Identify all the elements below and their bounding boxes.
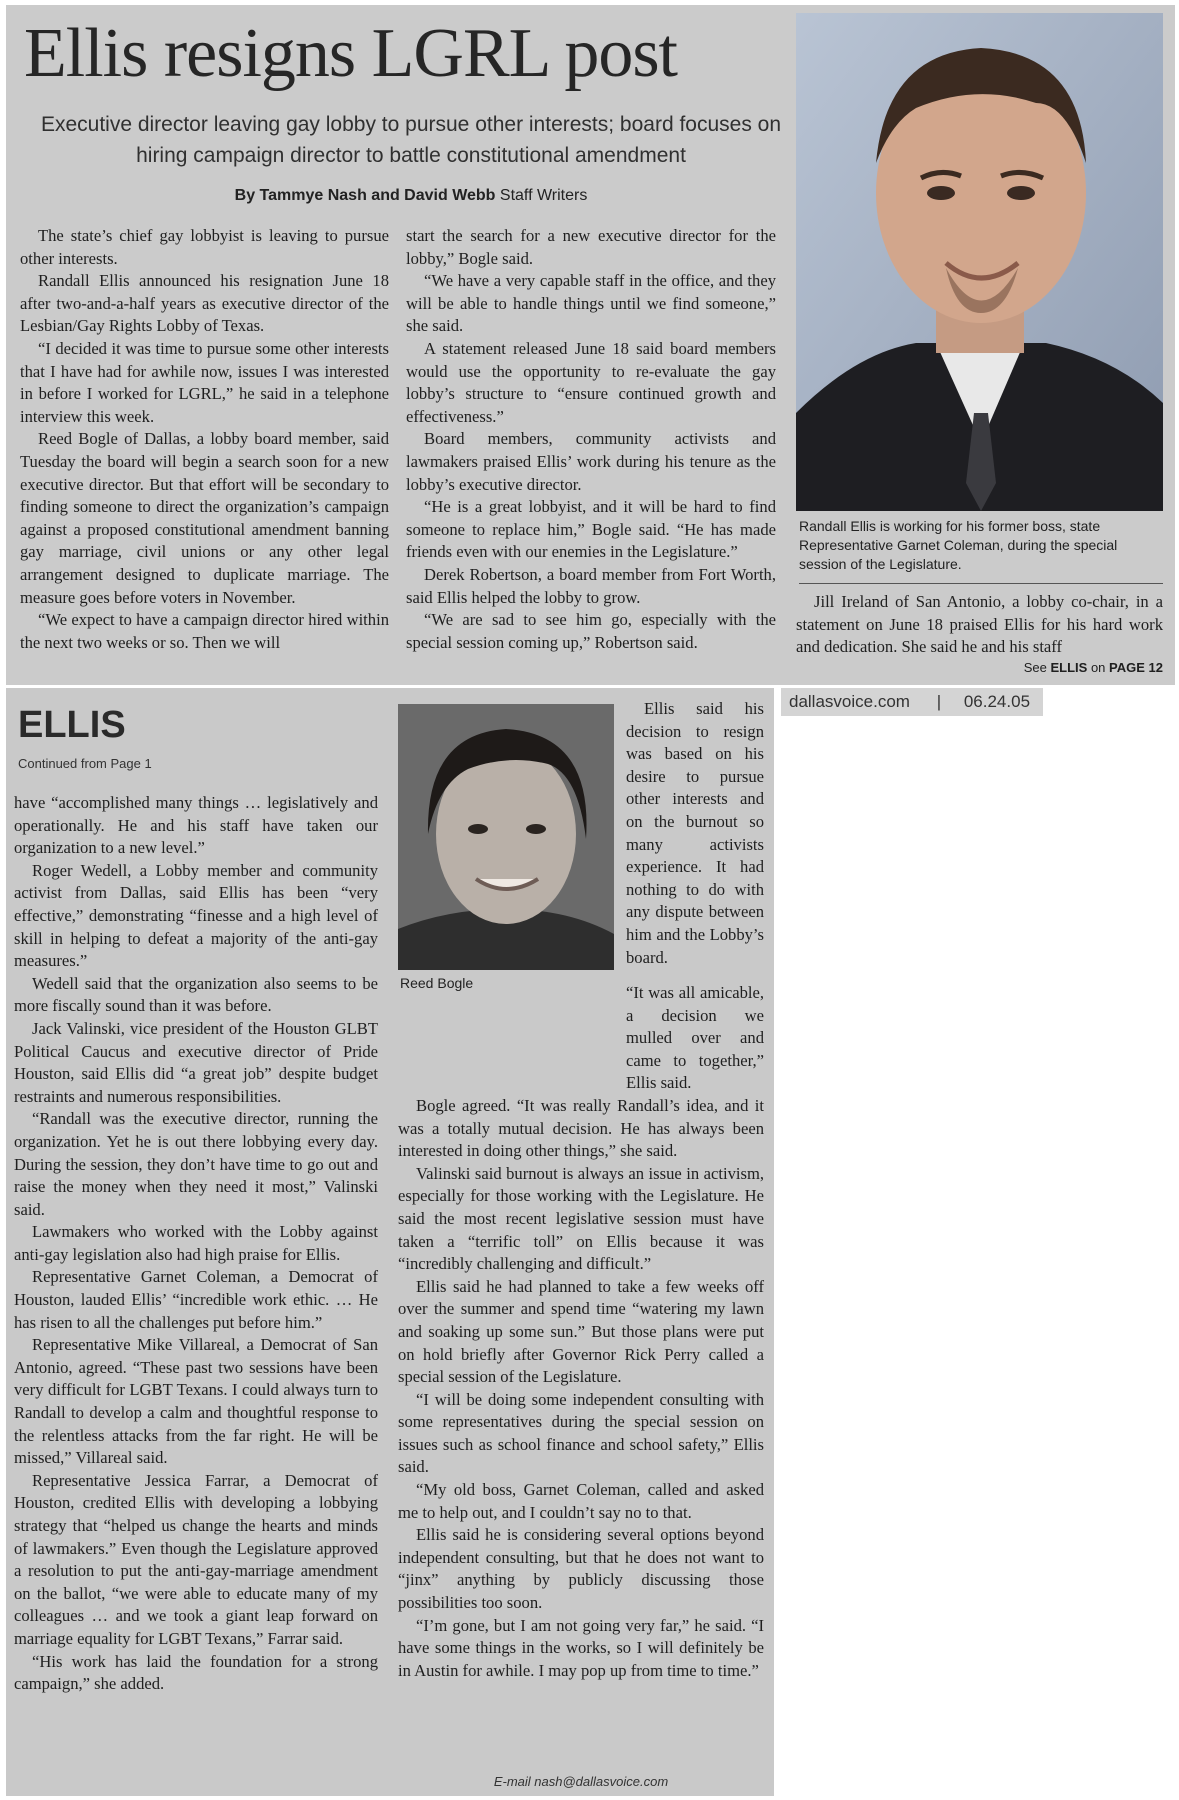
paragraph: Representative Garnet Coleman, a Democrat of Houston, lauded Ellis’ “incredible work ethic. … He has risen to all the challenges put before him.”	[14, 1267, 378, 1332]
paragraph: “We are sad to see him go, especially with the special session coming up,” Robertson said.	[406, 610, 776, 652]
byline-role: Staff Writers	[499, 187, 588, 204]
continued-jump-line	[796, 660, 1163, 675]
paragraph: Jack Valinski, vice president of the Houston GLBT Political Caucus and executive director of Pride Houston, said Ellis did “a great job” despite budget restraints and numerous responsibilities.	[14, 1018, 378, 1106]
continuation-head: ELLIS	[18, 704, 126, 746]
paragraph: Wedell said that the organization also seems to be more fiscally sound than it was before.	[14, 973, 378, 1016]
paragraph: A statement released June 18 said board members would use the opportunity to re-evaluate the gay lobby’s structure to “ensure continued growth and effectiveness.”	[406, 338, 776, 426]
byline	[24, 187, 798, 205]
paragraph: “We expect to have a campaign director hired within the next two weeks or so. Then we will	[20, 610, 389, 652]
dateline	[781, 688, 1043, 716]
paragraph: “Randall was the executive director, running the organization. Yet he is out there lobbying every day. During the session, they don’t have time to go out and raise the money when they need it most,” Valinski said.	[14, 1109, 378, 1219]
jump-page: PAGE 12	[1109, 660, 1163, 675]
reed-bogle-photo	[398, 704, 614, 970]
article-column-2	[406, 225, 776, 654]
paragraph: Jill Ireland of San Antonio, a lobby co-chair, in a statement on June 18 praised Ellis for his hard work and dedication. She said he and his staff	[796, 592, 1163, 657]
paragraph: Ellis said he had planned to take a few weeks off over the summer and spend time “watering my lawn and soaking up some sun.” But those plans were put on hold briefly after Governor Rick Perry called a special session of the Legislature.	[398, 1276, 764, 1387]
paragraph: Lawmakers who worked with the Lobby against anti-gay legislation also had high praise for Ellis.	[14, 1222, 378, 1264]
paragraph: Representative Jessica Farrar, a Democrat of Houston, credited Ellis with developing a lobbying strategy that “helped us change the hearts and minds of lawmakers.” Even though the Legislature approved a resolution to put the anti-gay-marriage amendment on the ballot, “we were able to educate many of my colleagues … and we took a giant leap forward on marriage equality for LGBT Texans,” Farrar said.	[14, 1470, 378, 1648]
issue-date: 06.24.05	[963, 692, 1031, 711]
continuation-right-column-top	[626, 698, 764, 969]
paragraph: “I’m gone, but I am not going very far,” he said. “I have some things in the works, so I will definitely be in Austin for awhile. I may pop up from time to time.”	[398, 1615, 764, 1680]
paragraph: Ellis said his decision to resign was based on his desire to pursue other interests and on the burnout so many activists experience. It had nothing to do with any dispute between him and the Lobby’s board.	[626, 699, 764, 967]
paragraph: Valinski said burnout is always an issue in activism, especially for those working with the Legislature. He said the most recent legislative session must have taken a “terrific toll” on Ellis because it was “incredibly challenging and difficult.”	[398, 1163, 764, 1274]
jump-mid: on	[1090, 660, 1106, 675]
paragraph: Board members, community activists and lawmakers praised Ellis’ work during his tenure as the lobby’s executive director.	[406, 429, 776, 494]
paragraph: “We have a very capable staff in the office, and they will be able to handle things until we find someone,” she said.	[406, 271, 776, 336]
byline-authors: By Tammye Nash and David Webb	[234, 187, 496, 204]
dateline-separator: |	[936, 692, 942, 711]
paragraph: “I decided it was time to pursue some other interests that I have had for awhile now, issues I was interested in before I worked for LGRL,” he said in a telephone interview this week.	[20, 338, 389, 426]
continuation-left-column	[14, 792, 378, 1696]
paragraph: Roger Wedell, a Lobby member and community activist from Dallas, said Ellis has been “very effective,” demonstrating “finesse and a high level of skill in helping to defeat a majority of the anti-gay measures.”	[14, 860, 378, 971]
deck-subheadline: Executive director leaving gay lobby to pursue other interests; board focuses on hiring campaign director to battle constitutional amendment	[40, 113, 782, 167]
paragraph: Ellis said he is considering several options beyond independent consulting, but that he does not want to “jinx” anything by publicly discussing those possibilities too soon.	[398, 1525, 764, 1613]
headline: Ellis resigns LGRL post	[24, 15, 678, 92]
continued-from: Continued from Page 1	[18, 756, 152, 771]
paragraph-lead: “It was all amicable, a decision we mulled over and came to together,” Ellis said.	[626, 983, 764, 1093]
caption-divider	[799, 583, 1163, 584]
paragraph: Derek Robertson, a board member from Fort Worth, said Ellis helped the lobby to grow.	[406, 564, 776, 607]
paragraph: start the search for a new executive director for the lobby,” Bogle said.	[406, 226, 776, 268]
author-email: E-mail nash@dallasvoice.com	[493, 1774, 669, 1789]
paragraph: The state’s chief gay lobbyist is leaving to pursue other interests.	[20, 226, 389, 268]
front-page-clipping	[6, 5, 1175, 685]
randall-ellis-photo	[796, 13, 1163, 511]
article-column-3	[796, 591, 1163, 659]
paragraph: have “accomplished many things … legislatively and operationally. He and his staff have taken our organization to a new level.”	[14, 793, 378, 858]
paragraph: Bogle agreed. “It was really Randall’s idea, and it was a totally mutual decision. He has always been interested in doing other things,” she said.	[398, 1095, 764, 1161]
portrait-illustration	[398, 704, 614, 970]
paragraph: Reed Bogle of Dallas, a lobby board member, said Tuesday the board will begin a search soon for a new executive director. But that effort will be secondary to finding someone to direct the organization’s campaign against a proposed constitutional amendment banning gay marriage, civil unions or any other legal arrangement designed to duplicate marriage. The measure goes before voters in November.	[20, 429, 389, 607]
article-column-1	[20, 225, 389, 654]
photo-caption: Randall Ellis is working for his former boss, state Representative Garnet Coleman, during the special session of the Legislature.	[799, 518, 1118, 572]
paragraph: “His work has laid the foundation for a strong campaign,” she added.	[14, 1651, 378, 1694]
paragraph: Representative Mike Villareal, a Democrat of San Antonio, agreed. “These past two sessions have been very difficult for LGBT Texans. I could always turn to Randall to develop a calm and thoughtful response to the relentless attacks from the far right. He will be missed,” Villareal said.	[14, 1335, 378, 1468]
site-name: dallasvoice.com	[789, 692, 910, 711]
continuation-clipping	[6, 688, 774, 1796]
continuation-right-column	[398, 982, 764, 1682]
portrait-illustration	[796, 13, 1163, 511]
paragraph: “My old boss, Garnet Coleman, called and asked me to help out, and I couldn’t say no to that.	[398, 1480, 764, 1522]
jump-word: ELLIS	[1050, 660, 1088, 675]
jump-prefix: See	[1023, 660, 1047, 675]
paragraph: “He is a great lobbyist, and it will be hard to find someone to replace him,” Bogle said. “He has made friends even with our enemies in the Legislature.”	[406, 497, 776, 562]
photo-caption: Reed Bogle	[400, 975, 474, 991]
paragraph: Randall Ellis announced his resignation June 18 after two-and-a-half years as executive director of the Lesbian/Gay Rights Lobby of Texas.	[20, 271, 389, 336]
paragraph: “I will be doing some independent consulting with some representatives during the special session on issues such as school finance and school safety,” Ellis said.	[398, 1389, 764, 1477]
